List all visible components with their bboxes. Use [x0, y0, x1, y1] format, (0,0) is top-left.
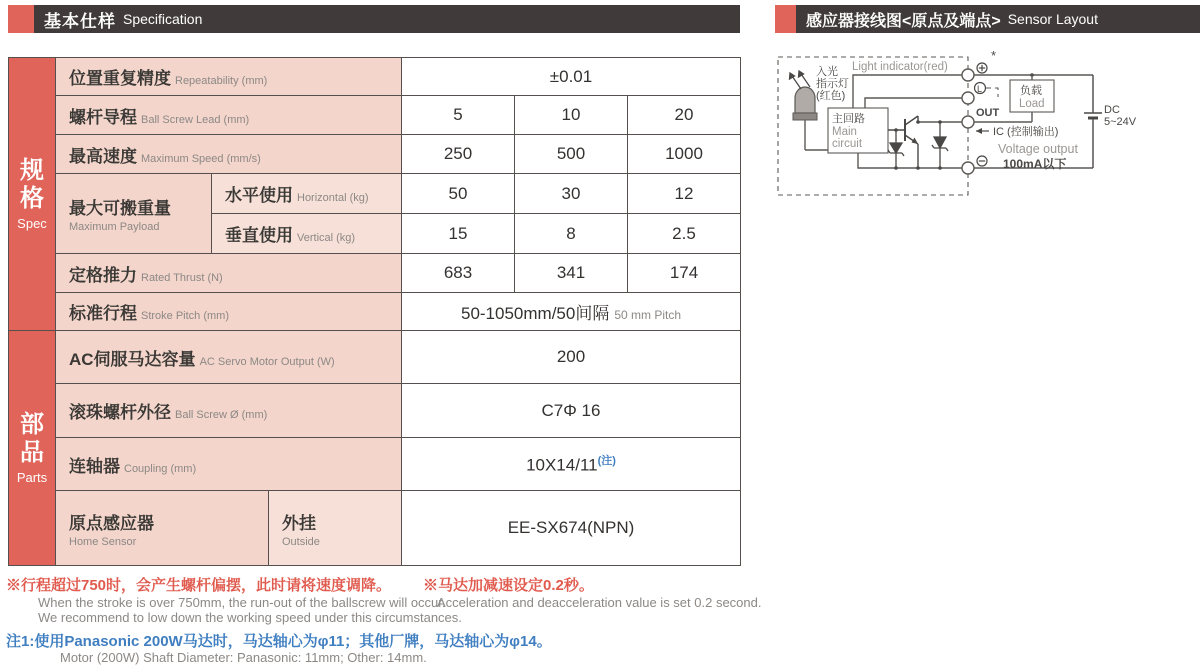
load-label-cn: 负载 [1020, 85, 1042, 97]
red-accent-square [8, 5, 34, 33]
led-label-line1: 入光 [816, 66, 838, 78]
voltage-output-label: Voltage output [998, 142, 1078, 156]
specification-table [8, 57, 741, 566]
footnote-1-en: Motor (200W) Shaft Diameter: Panasonic: 11mm; Other: 14mm. [60, 650, 427, 665]
plus-symbol-icon [977, 63, 987, 73]
dc-voltage-label: 5~24V [1104, 116, 1137, 128]
label-en: Maximum Payload [69, 221, 160, 233]
value-stroke [402, 293, 741, 331]
sub-label-vertical [212, 214, 402, 254]
label-cn: 滚珠螺杆外径 [69, 403, 171, 422]
terminal-out [962, 116, 974, 128]
label-en: Outside [282, 535, 320, 548]
label-en: Vertical (kg) [297, 232, 356, 244]
section-header-specification [8, 5, 740, 33]
value-home-sensor: EE-SX674(NPN) [402, 491, 741, 566]
value-thrust-3: 174 [628, 254, 741, 293]
label-cn: 垂直使用 [225, 226, 293, 245]
red-accent-square [775, 5, 796, 33]
main-circuit-cn: 主回路 [832, 113, 865, 125]
ic-arrow-icon [976, 128, 989, 134]
zener-diode-icon [888, 130, 904, 168]
value-horizontal-3: 12 [628, 174, 741, 214]
value-speed-1: 250 [402, 135, 515, 174]
ic-control-output-label: IC (控制输出) [993, 126, 1059, 138]
terminal-minus [962, 162, 974, 174]
minus-internal-wire [858, 153, 962, 168]
load-label-en: Load [1019, 98, 1045, 110]
sidebar-section-spec [9, 58, 56, 331]
l-symbol-icon [975, 83, 999, 98]
sidebar-label-cn: 规格 [19, 156, 44, 212]
sub-label-outside [269, 491, 402, 566]
row-label-ball-screw-lead [56, 96, 402, 135]
value-lead-1: 5 [402, 96, 515, 135]
light-arrows-icon [790, 71, 811, 89]
section-header-bar [34, 5, 740, 33]
value-vertical-3: 2.5 [628, 214, 741, 254]
label-cn: 外挂 [282, 513, 316, 533]
footnote-1-cn: 注1:使用Panasonic 200W马达时，马达轴心为φ11；其他厂牌，马达轴心为φ14。 [6, 633, 552, 650]
terminal-plus [962, 69, 974, 81]
light-indicator-label: Light indicator(red) [852, 61, 948, 73]
label-en: Ball Screw Lead (mm) [141, 113, 250, 126]
label-cn: 位置重复精度 [69, 69, 171, 88]
value-ball-screw-diameter: C7Φ 16 [402, 384, 741, 438]
dc-label: DC [1104, 104, 1120, 116]
value-coupling [402, 438, 741, 491]
value-speed-2: 500 [515, 135, 628, 174]
footnote-stroke-en2: We recommend to low down the working speed under this circumstances. [38, 610, 462, 625]
label-en: Ball Screw Ø (mm) [175, 409, 268, 421]
minus-symbol-icon [977, 156, 987, 166]
value-speed-3: 1000 [628, 135, 741, 174]
sidebar-section-parts [9, 331, 56, 566]
label-en: Rated Thrust (N) [141, 271, 223, 284]
label-cn: 最大可搬重量 [69, 199, 171, 218]
section-title-cn: 感应器接线图<原点及端点> [806, 12, 1001, 30]
sidebar-label-en: Parts [16, 470, 48, 486]
main-circuit-en1: Main [832, 126, 857, 138]
row-label-stroke [56, 293, 402, 331]
battery-icon [1084, 75, 1102, 168]
sensor-wiring-diagram [770, 45, 1200, 235]
value-lead-2: 10 [515, 96, 628, 135]
row-label-coupling [56, 438, 402, 491]
label-cn: 定格推力 [69, 265, 137, 285]
value-vertical-2: 8 [515, 214, 628, 254]
value-horizontal-1: 50 [402, 174, 515, 214]
value-horizontal-2: 30 [515, 174, 628, 214]
footnote-accel-en: Acceleration and deacceleration value is set 0.2 second. [437, 595, 762, 610]
row-label-repeatability [56, 58, 402, 96]
transistor-icon [888, 116, 918, 168]
row-label-max-payload [56, 174, 212, 254]
value-servo-output: 200 [402, 331, 741, 384]
section-title-cn: 基本仕样 [44, 11, 116, 31]
asterisk-mark: * [991, 48, 997, 63]
footnote-stroke-cn: ※行程超过750时，会产生螺杆偏摆，此时请将速度调降。 [6, 577, 392, 594]
value-thrust-1: 683 [402, 254, 515, 293]
row-label-max-speed [56, 135, 402, 174]
row-label-home-sensor [56, 491, 269, 566]
current-limit-label: 100mA以下 [1003, 157, 1067, 171]
label-cn: 连轴器 [69, 456, 120, 476]
sidebar-label-cn: 部品 [19, 410, 44, 466]
label-cn: 原点感应器 [69, 513, 154, 533]
main-circuit-en2: circuit [832, 138, 863, 150]
terminal-l [962, 92, 974, 104]
label-cn: 水平使用 [225, 186, 293, 205]
out-label: OUT [976, 107, 1000, 119]
label-en: Maximum Speed (mm/s) [141, 152, 261, 165]
label-en: Home Sensor [69, 535, 137, 548]
label-cn: AC伺服马达容量 [69, 349, 196, 369]
value-sub: 50 mm Pitch [614, 308, 682, 322]
label-cn: 螺杆导程 [69, 107, 137, 127]
label-en: AC Servo Motor Output (W) [199, 355, 335, 368]
section-header-sensor-layout [775, 5, 1200, 33]
row-label-servo-output [56, 331, 402, 384]
led-label-line3: (红色) [816, 90, 846, 102]
label-en: Coupling (mm) [124, 462, 197, 475]
plus-internal-wire [853, 75, 962, 108]
note-reference: (注) [597, 455, 616, 468]
value-repeatability: ±0.01 [402, 58, 741, 96]
label-cn: 标准行程 [69, 304, 137, 323]
label-en: Stroke Pitch (mm) [141, 310, 230, 322]
footnote-stroke-en1: When the stroke is over 750mm, the run-out of the ballscrew will occur. [38, 595, 446, 610]
svg-text:L: L [977, 84, 983, 94]
label-en: Repeatability (mm) [175, 75, 268, 87]
row-label-rated-thrust [56, 254, 402, 293]
footnote-accel-cn: ※马达加减速设定0.2秒。 [423, 577, 594, 594]
row-label-ball-screw-diameter [56, 384, 402, 438]
value-main: 10X14/11 [526, 455, 598, 475]
label-en: Horizontal (kg) [297, 192, 369, 204]
value-main: 50-1050mm/50间隔 [460, 304, 610, 323]
value-lead-3: 20 [628, 96, 741, 135]
value-vertical-1: 15 [402, 214, 515, 254]
label-cn: 最高速度 [69, 146, 137, 166]
section-title-en: Sensor Layout [1007, 11, 1098, 27]
zener-diode-icon [932, 122, 948, 168]
l-internal-wire [865, 98, 962, 108]
led-label-line2: 指示灯 [816, 78, 849, 90]
section-title-en: Specification [123, 11, 203, 27]
sidebar-label-en: Spec [17, 216, 47, 232]
value-thrust-2: 341 [515, 254, 628, 293]
sub-label-horizontal [212, 174, 402, 214]
section-header-bar [796, 5, 1200, 33]
